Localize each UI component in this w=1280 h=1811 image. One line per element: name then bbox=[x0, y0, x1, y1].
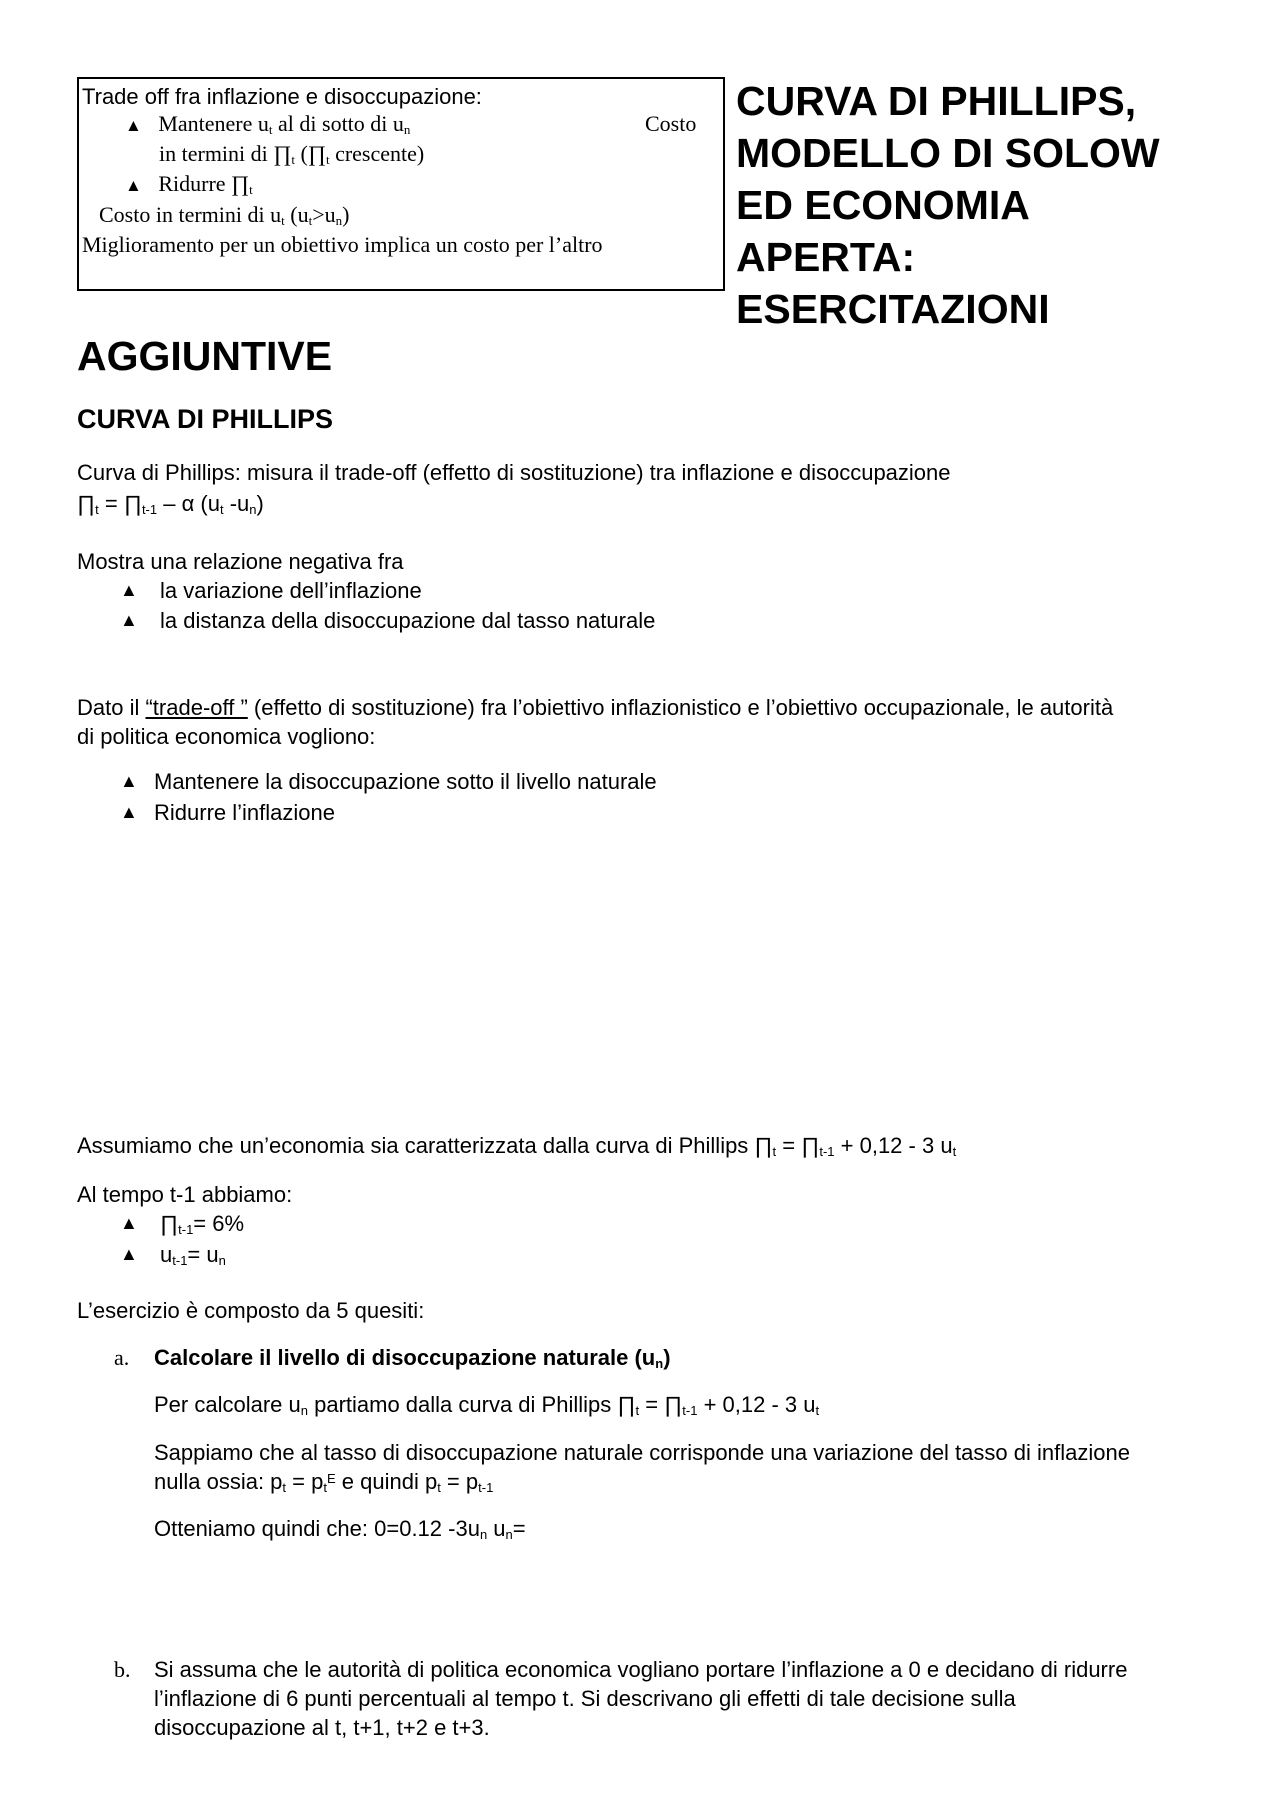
definition-text: Curva di Phillips: misura il trade-off (effetto di sostituzione) tra inflazione e disoccupazione bbox=[77, 460, 951, 485]
goal-item-1: Mantenere la disoccupazione sotto il livello naturale bbox=[154, 769, 657, 794]
note-item-2: ▲ Ridurre $\prod_t$ bbox=[125, 171, 253, 197]
bullet-icon: ▲ bbox=[125, 176, 142, 195]
phillips-formula: $\prod_t$ = $\prod_{t-1}$ – α ($u_t$ $-u_n$) bbox=[77, 491, 264, 517]
note-conclusion: Miglioramento per un obiettivo implica un costo per l’altro bbox=[82, 232, 603, 257]
bullet-icon: ▲ bbox=[120, 802, 138, 822]
note-cost-line: Costo in termini di $u_t$ $(u_t>u_n)$ bbox=[99, 202, 350, 228]
page-title: CURVA DI PHILLIPS, MODELLO DI SOLOW ED ECONOMIA APERTA: ESERCITAZIONI bbox=[736, 78, 1160, 332]
question-b-marker: b. bbox=[114, 1657, 131, 1682]
note-item-1-cont: in termini di $\prod_t$ ($\prod_t$ crescente) bbox=[159, 141, 425, 167]
bullet-icon: ▲ bbox=[120, 1244, 138, 1264]
bullet-icon: ▲ bbox=[120, 771, 138, 791]
question-a-step3: Otteniamo quindi che: 0=0.12 $-3u_n$ $u_n=$ bbox=[154, 1516, 526, 1542]
bullet-icon: ▲ bbox=[120, 1213, 138, 1233]
tradeoff-paragraph: Dato il “trade-off ” (effetto di sostituzione) fra l’obiettivo inflazionistico e l’obiettivo occupazionale, le autorità bbox=[77, 695, 1114, 720]
condition-inflation: $\prod_{t-1}= 6\%$ bbox=[160, 1211, 245, 1237]
bullet-icon: ▲ bbox=[120, 580, 138, 600]
question-b-line2: l’inflazione di 6 punti percentuali al tempo t. Si descrivano gli effetti di tale decisione sulla bbox=[154, 1686, 1016, 1711]
bullet-icon: ▲ bbox=[125, 116, 142, 135]
relation-item-2: la distanza della disoccupazione dal tasso naturale bbox=[160, 608, 656, 633]
question-a-title: Calcolare il livello di disoccupazione naturale $(u_n)$ bbox=[154, 1345, 671, 1371]
question-a-marker: a. bbox=[114, 1345, 130, 1370]
tradeoff-paragraph-line2: di politica economica vogliono: bbox=[77, 724, 376, 749]
question-a-step2-line2: nulla ossia: $p_t = p_t^E$ e quindi $p_t = p_{t-1}$ bbox=[154, 1469, 494, 1495]
tradeoff-term: “trade-off ” bbox=[145, 695, 248, 720]
condition-unemployment: $u_{t-1}= u_n$ bbox=[160, 1242, 226, 1268]
note-heading: Trade off fra inflazione e disoccupazione: bbox=[82, 84, 482, 109]
question-b-line1: Si assuma che le autorità di politica economica vogliano portare l’inflazione a 0 e decidano di ridurre bbox=[154, 1657, 1128, 1682]
time-intro: Al tempo t-1 abbiamo: bbox=[77, 1182, 293, 1207]
section-heading: CURVA DI PHILLIPS bbox=[77, 404, 334, 434]
relation-intro: Mostra una relazione negativa fra bbox=[77, 549, 404, 574]
bullet-icon: ▲ bbox=[120, 610, 138, 630]
exercise-assumption: Assumiamo che un’economia sia caratterizzata dalla curva di Phillips $\prod_t$ = $\prod_{t-1} + 0,12 - 3$ $u_t$ bbox=[77, 1133, 957, 1159]
question-a-step2: Sappiamo che al tasso di disoccupazione naturale corrisponde una variazione del tasso di inflazione bbox=[154, 1440, 1130, 1465]
relation-item-1: la variazione dell’inflazione bbox=[160, 578, 422, 603]
exercise-composition: L’esercizio è composto da 5 quesiti: bbox=[77, 1298, 425, 1323]
tradeoff-note-box bbox=[77, 77, 725, 291]
note-costo-label: Costo bbox=[645, 111, 697, 136]
page-title-continued: AGGIUNTIVE bbox=[77, 333, 333, 379]
question-b-line3: disoccupazione al t, t+1, t+2 e t+3. bbox=[154, 1715, 490, 1740]
question-a-step1: Per calcolare $u_n$ partiamo dalla curva di Phillips $\prod_t$ = $\prod_{t-1} + 0,12 - 3$ $u_t$ bbox=[154, 1392, 820, 1418]
note-item-1: ▲ Mantenere $u_t$ al di sotto di $u_n$ bbox=[125, 111, 411, 137]
goal-item-2: Ridurre l’inflazione bbox=[154, 800, 335, 825]
